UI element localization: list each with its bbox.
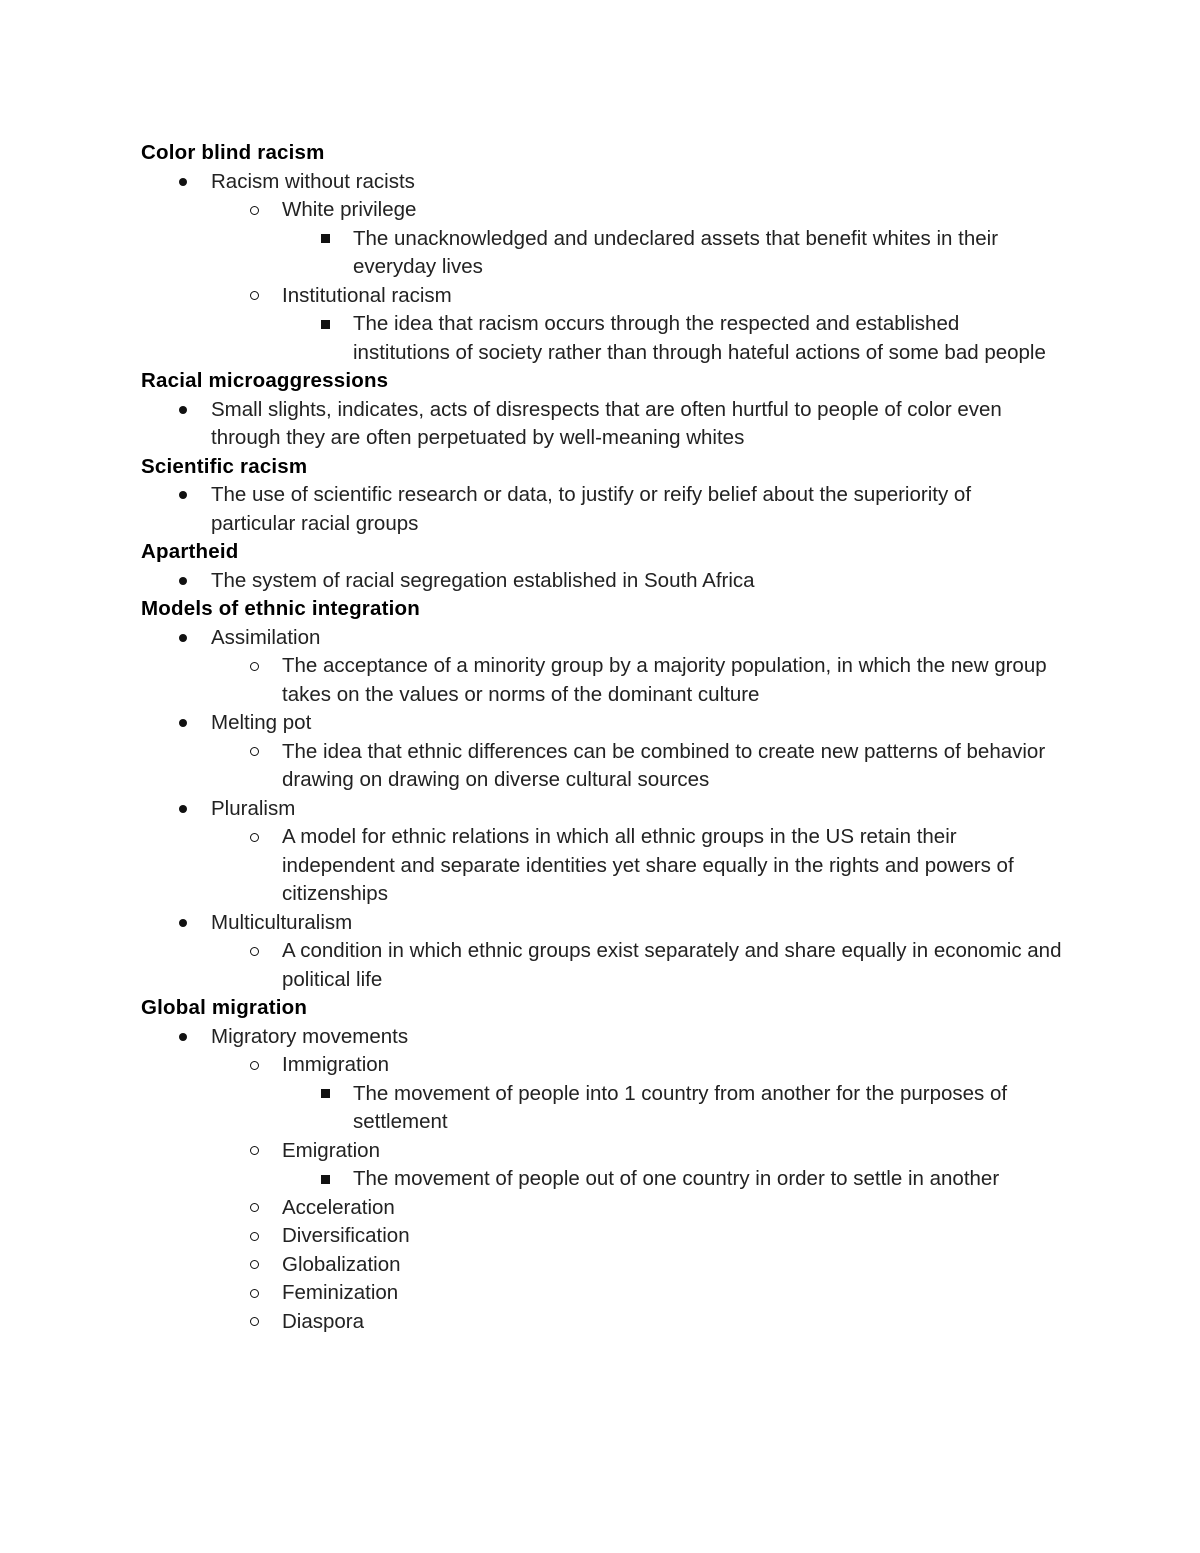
list-item-text: The system of racial segregation established in South Africa xyxy=(211,568,755,592)
filled-bullet-icon xyxy=(176,168,190,197)
list-item-level-1 xyxy=(0,567,1061,596)
filled-bullet-icon xyxy=(176,396,190,425)
list-item-text: The use of scientific research or data, to justify or reify belief about the superiority of particular racial groups xyxy=(211,483,972,535)
list-item-text: Institutional racism xyxy=(282,283,452,307)
filled-bullet-icon xyxy=(176,709,190,738)
list-item-text: The idea that racism occurs through the respected and established institutions of society rather than through hateful actions of some bad people xyxy=(353,312,1046,364)
hollow-bullet-icon xyxy=(247,1279,261,1308)
square-bullet-icon xyxy=(318,1165,332,1194)
list-item-level-1 xyxy=(0,481,1061,538)
filled-bullet-icon xyxy=(176,795,190,824)
list-item-text: The idea that ethnic differences can be combined to create new patterns of behavior drawing on drawing on diverse cultural sources xyxy=(282,739,1046,791)
hollow-bullet-icon xyxy=(247,738,261,767)
list-item-level-1 xyxy=(0,168,1061,197)
list-item-text: Feminization xyxy=(282,1281,399,1304)
list-item-text: Migratory movements xyxy=(211,1024,409,1048)
section-heading: Apartheid xyxy=(141,540,239,563)
list-item-level-2 xyxy=(0,282,1062,311)
list-item-level-2 xyxy=(0,1308,1062,1337)
list-item-text: Acceleration xyxy=(282,1195,395,1219)
hollow-bullet-icon xyxy=(247,1137,261,1166)
list-item-text: Diversification xyxy=(282,1224,410,1247)
list-item-level-3 xyxy=(0,1080,1053,1137)
filled-bullet-icon xyxy=(176,1023,190,1052)
list-item-text: The movement of people out of one country in order to settle in another xyxy=(353,1167,1000,1190)
list-item-level-1 xyxy=(0,1023,1061,1052)
list-item-text: Racism without racists xyxy=(211,169,415,193)
hollow-bullet-icon xyxy=(247,937,261,966)
list-item-level-1 xyxy=(0,909,1061,938)
list-item-level-2 xyxy=(0,196,1062,225)
hollow-bullet-icon xyxy=(247,823,261,852)
list-item-level-3 xyxy=(0,1165,1053,1194)
list-item-level-2 xyxy=(0,937,1062,994)
hollow-bullet-icon xyxy=(247,1051,261,1080)
list-item-text: Diaspora xyxy=(282,1309,365,1333)
square-bullet-icon xyxy=(318,310,332,339)
list-item-level-1 xyxy=(0,624,1061,653)
list-item-text: Assimilation xyxy=(211,625,321,649)
list-item-level-2 xyxy=(0,1222,1062,1251)
filled-bullet-icon xyxy=(176,624,190,653)
list-item-level-2 xyxy=(0,1051,1062,1080)
list-item-level-2 xyxy=(0,823,1062,909)
list-item-text: A model for ethnic relations in which all ethnic groups in the US retain their independent and separate identities yet share equally in the rights and powers of citizenships xyxy=(282,825,1014,905)
list-item-level-2 xyxy=(0,652,1062,709)
list-item-text: The acceptance of a minority group by a majority population, in which the new group takes on the values or norms of the dominant culture xyxy=(282,654,1047,706)
section-heading: Scientific racism xyxy=(141,454,308,478)
list-item-text: The unacknowledged and undeclared assets that benefit whites in their everyday lives xyxy=(353,226,999,278)
section-heading: Global migration xyxy=(141,996,308,1019)
list-item-text: Immigration xyxy=(282,1053,390,1076)
list-item-text: Globalization xyxy=(282,1252,401,1276)
list-item-text: Small slights, indicates, acts of disrespects that are often hurtful to people of color even through they are often perpetuated by well-meaning whites xyxy=(211,397,1002,449)
list-item-text: Melting pot xyxy=(211,711,312,734)
hollow-bullet-icon xyxy=(247,1251,261,1280)
list-item-text: A condition in which ethnic groups exist separately and share equally in economic and political life xyxy=(282,939,1062,991)
hollow-bullet-icon xyxy=(247,196,261,225)
list-item-text: Pluralism xyxy=(211,796,296,820)
hollow-bullet-icon xyxy=(247,282,261,311)
square-bullet-icon xyxy=(318,225,332,254)
filled-bullet-icon xyxy=(176,909,190,938)
list-item-level-3 xyxy=(0,310,1053,367)
list-item-level-1 xyxy=(0,795,1061,824)
section-heading: Color blind racism xyxy=(141,141,325,164)
section-heading: Models of ethnic integration xyxy=(141,597,420,620)
list-item-level-2 xyxy=(0,1251,1062,1280)
hollow-bullet-icon xyxy=(247,1308,261,1337)
hollow-bullet-icon xyxy=(247,1194,261,1223)
document-page xyxy=(0,139,1200,1336)
list-item-text: The movement of people into 1 country from another for the purposes of settlement xyxy=(353,1081,1008,1133)
list-item-text: White privilege xyxy=(282,198,417,221)
list-item-text: Multiculturalism xyxy=(211,910,353,934)
filled-bullet-icon xyxy=(176,481,190,510)
list-item-level-2 xyxy=(0,1279,1062,1308)
hollow-bullet-icon xyxy=(247,1222,261,1251)
list-item-level-2 xyxy=(0,1194,1062,1223)
list-item-level-1 xyxy=(0,396,1061,453)
hollow-bullet-icon xyxy=(247,652,261,681)
filled-bullet-icon xyxy=(176,567,190,596)
list-item-text: Emigration xyxy=(282,1138,380,1162)
section-heading: Racial microaggressions xyxy=(141,369,389,392)
list-item-level-2 xyxy=(0,738,1062,795)
square-bullet-icon xyxy=(318,1080,332,1109)
list-item-level-3 xyxy=(0,225,1053,282)
list-item-level-1 xyxy=(0,709,1061,738)
list-item-level-2 xyxy=(0,1137,1062,1166)
